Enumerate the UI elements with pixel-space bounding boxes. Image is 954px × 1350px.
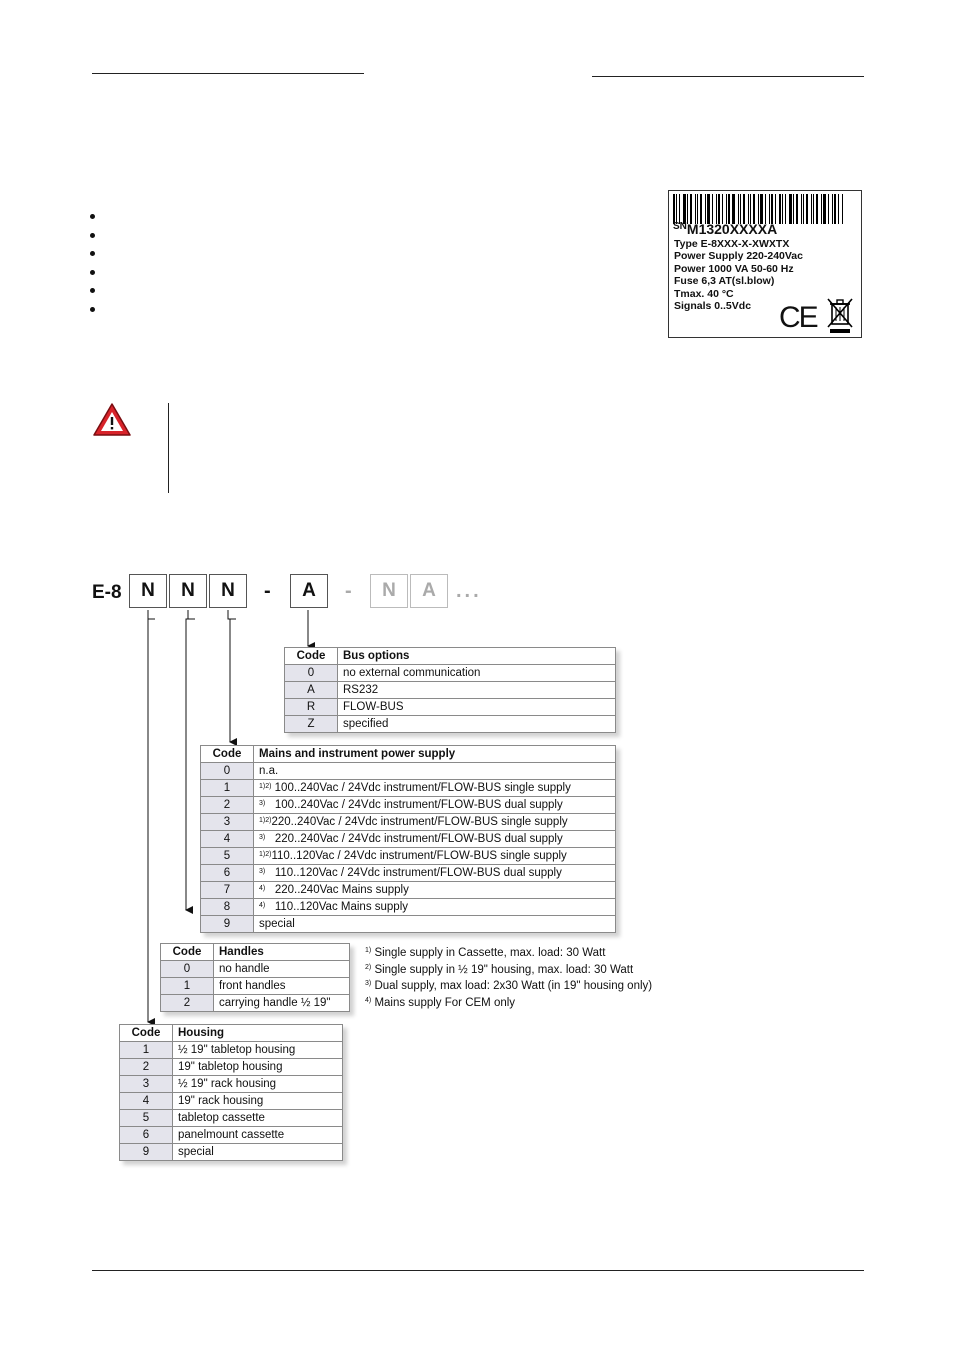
footnote-ref: 1)2) — [259, 816, 272, 824]
footnote-ref: 3) — [259, 833, 266, 841]
footnote — [365, 945, 652, 962]
footnote-text: Single supply in ½ 19" housing, max. load: 30 Watt — [374, 963, 634, 976]
serial-line — [673, 221, 777, 239]
footnote-text: Single supply in Cassette, max. load: 30 Watt — [374, 947, 606, 959]
barcode-bar — [789, 194, 792, 224]
barcode-bar — [811, 194, 812, 224]
desc-cell — [254, 882, 616, 899]
warning-side-bar — [168, 403, 169, 493]
desc-text: 110..120Vac / 24Vdc instrument/FLOW-BUS single supply — [271, 849, 567, 862]
code-cell: 1 — [161, 978, 214, 995]
table-header-row — [285, 648, 616, 665]
desc-cell: FLOW-BUS — [338, 699, 616, 716]
bullet — [90, 288, 95, 293]
table-row — [120, 1093, 343, 1110]
table-row — [161, 995, 350, 1012]
desc-cell: 19" rack housing — [173, 1093, 343, 1110]
code-cell: 0 — [161, 961, 214, 978]
barcode-bar — [673, 194, 675, 224]
column-header-housing: Housing — [173, 1025, 343, 1042]
table-row — [201, 916, 616, 933]
desc-cell: no handle — [214, 961, 350, 978]
desc-cell — [254, 899, 616, 916]
barcode-bar — [740, 194, 741, 224]
code-cell: 7 — [201, 882, 254, 899]
desc-cell — [254, 831, 616, 848]
footnote-mark: 4) — [365, 996, 372, 1004]
barcode-bar — [695, 194, 696, 224]
barcode-bar — [769, 194, 770, 224]
barcode-bar — [771, 194, 773, 224]
code-box-housing: N — [129, 574, 167, 608]
table-row — [120, 1127, 343, 1144]
desc-cell: specified — [338, 716, 616, 733]
desc-cell: ½ 19" rack housing — [173, 1076, 343, 1093]
table-row — [120, 1042, 343, 1059]
footnote-text: Mains supply For CEM only — [374, 996, 516, 1009]
desc-text: 100..240Vac / 24Vdc instrument/FLOW-BUS single supply — [274, 781, 571, 794]
model-code-prefix: E-8 — [92, 582, 122, 603]
footnote-text: Dual supply, max load: 2x30 Watt (in 19" housing only) — [374, 980, 653, 993]
barcode-bar — [753, 194, 755, 224]
bus-options-table — [284, 647, 616, 733]
barcode-bar — [676, 194, 677, 224]
code-dash-grey: - — [345, 580, 352, 602]
footnote-ref: 1)2) — [259, 850, 272, 858]
handles-table — [160, 943, 350, 1012]
table-header-row — [161, 944, 350, 961]
barcode-bar — [743, 194, 745, 224]
table-row — [201, 831, 616, 848]
barcode-bar — [760, 194, 763, 224]
column-header-code: Code — [120, 1025, 173, 1042]
barcode-bar — [700, 194, 702, 224]
code-cell: 6 — [201, 865, 254, 882]
table-row — [285, 716, 616, 733]
barcode-bar — [842, 194, 843, 224]
header-rule-left — [92, 73, 364, 74]
sn-prefix: SN — [673, 221, 687, 232]
ce-mark-icon: CE — [779, 301, 817, 334]
barcode-bar — [718, 194, 720, 224]
table-row — [201, 882, 616, 899]
desc-text: n.a. — [259, 764, 279, 777]
barcode-bar — [779, 194, 781, 224]
desc-cell — [254, 848, 616, 865]
code-cell: R — [285, 699, 338, 716]
code-box-bus: A — [290, 574, 328, 608]
barcode — [673, 194, 849, 224]
footer-rule — [92, 1270, 864, 1271]
desc-text: 110..120Vac / 24Vdc instrument/FLOW-BUS dual supply — [274, 866, 562, 879]
table-row — [285, 665, 616, 682]
desc-text: 110..120Vac Mains supply — [274, 900, 409, 913]
desc-text: 100..240Vac / 24Vdc instrument/FLOW-BUS dual supply — [274, 798, 563, 811]
barcode-bar — [687, 194, 688, 224]
table-row — [120, 1059, 343, 1076]
bullet — [90, 251, 95, 256]
bullet — [90, 270, 95, 275]
desc-cell — [254, 763, 616, 780]
barcode-bar — [834, 194, 836, 224]
table-row — [201, 797, 616, 814]
label-power-supply: Power Supply 220-240Vac — [674, 250, 803, 263]
table-row — [120, 1110, 343, 1127]
table-row — [161, 978, 350, 995]
header-rule-right — [592, 76, 864, 77]
table-header-row — [201, 746, 616, 763]
desc-cell — [254, 797, 616, 814]
footnote-mark: 3) — [365, 980, 372, 988]
desc-text: 220..240Vac / 24Vdc instrument/FLOW-BUS single supply — [271, 815, 568, 828]
table-row — [201, 814, 616, 831]
barcode-bar — [726, 194, 727, 224]
code-box-mains: N — [209, 574, 247, 608]
code-cell: 2 — [201, 797, 254, 814]
desc-cell: carrying handle ½ 19" — [214, 995, 350, 1012]
bullet — [90, 214, 95, 219]
column-header-code: Code — [201, 746, 254, 763]
table-row — [285, 682, 616, 699]
code-cell: 3 — [120, 1076, 173, 1093]
serial-number: M1320XXXXA — [686, 221, 778, 237]
code-ellipsis: ... — [456, 580, 482, 602]
label-power: Power 1000 VA 50-60 Hz — [674, 262, 794, 275]
desc-cell — [254, 865, 616, 882]
desc-cell: special — [173, 1144, 343, 1161]
code-cell: 1 — [120, 1042, 173, 1059]
barcode-bar — [838, 194, 839, 224]
code-cell: 6 — [120, 1127, 173, 1144]
housing-table — [119, 1024, 343, 1161]
table-row — [201, 848, 616, 865]
barcode-bar — [697, 194, 698, 224]
barcode-bar — [806, 194, 808, 224]
column-header-code: Code — [285, 648, 338, 665]
barcode-bar — [796, 194, 798, 224]
barcode-bar — [775, 194, 776, 224]
code-cell: 1 — [201, 780, 254, 797]
table-row — [120, 1076, 343, 1093]
code-cell: 0 — [201, 763, 254, 780]
desc-cell: 19" tabletop housing — [173, 1059, 343, 1076]
column-header-mains: Mains and instrument power supply — [254, 746, 616, 763]
code-cell: 3 — [201, 814, 254, 831]
column-header-bus: Bus options — [338, 648, 616, 665]
desc-cell — [254, 780, 616, 797]
desc-cell: front handles — [214, 978, 350, 995]
barcode-bar — [816, 194, 818, 224]
code-cell: 5 — [120, 1110, 173, 1127]
desc-cell: RS232 — [338, 682, 616, 699]
barcode-bar — [801, 194, 802, 224]
desc-cell — [254, 916, 616, 933]
barcode-bar — [823, 194, 826, 224]
footnote — [365, 962, 652, 979]
footnote-ref: 1)2) — [259, 782, 272, 790]
table-row — [201, 780, 616, 797]
barcode-bar — [679, 194, 680, 224]
table-row — [285, 699, 616, 716]
barcode-bar — [738, 194, 739, 224]
code-cell: 9 — [201, 916, 254, 933]
barcode-bar — [712, 194, 713, 224]
code-dash: - — [264, 580, 271, 602]
desc-cell: panelmount cassette — [173, 1127, 343, 1144]
arrow-housing — [148, 610, 155, 1022]
barcode-bar — [785, 194, 786, 224]
column-header-handles: Handles — [214, 944, 350, 961]
barcode-bar — [707, 194, 710, 224]
code-cell: 8 — [201, 899, 254, 916]
label-tmax: Tmax. 40 °C — [674, 287, 734, 300]
warning-triangle-icon — [92, 402, 132, 438]
weee-bin-icon — [825, 297, 855, 335]
table-row — [201, 865, 616, 882]
code-cell: 0 — [285, 665, 338, 682]
code-cell: Z — [285, 716, 338, 733]
bullet — [90, 307, 95, 312]
barcode-bar — [722, 194, 723, 224]
barcode-bar — [728, 194, 730, 224]
barcode-bar — [832, 194, 833, 224]
table-row — [161, 961, 350, 978]
code-box-grey-a: A — [410, 574, 448, 608]
table-header-row — [120, 1025, 343, 1042]
table-row — [201, 899, 616, 916]
bullet — [90, 233, 95, 238]
code-cell: 9 — [120, 1144, 173, 1161]
barcode-bar — [683, 194, 686, 224]
footnote-mark: 1) — [365, 947, 372, 954]
footnote-ref: 3) — [259, 799, 266, 807]
label-fuse: Fuse 6,3 AT(sl.blow) — [674, 275, 775, 288]
barcode-bar — [748, 194, 749, 224]
table-row — [201, 763, 616, 780]
code-cell: 4 — [120, 1093, 173, 1110]
code-cell: 2 — [161, 995, 214, 1012]
desc-text: 220..240Vac Mains supply — [274, 883, 409, 896]
code-box-handles: N — [169, 574, 207, 608]
arrow-mains — [228, 610, 236, 742]
code-cell: A — [285, 682, 338, 699]
code-box-grey-n: N — [370, 574, 408, 608]
label-signals: Signals 0..5Vdc — [674, 300, 752, 313]
barcode-bar — [750, 194, 751, 224]
barcode-bar — [782, 194, 783, 224]
barcode-bar — [793, 194, 794, 224]
barcode-bar — [690, 194, 692, 224]
barcode-bar — [705, 194, 706, 224]
desc-text: special — [259, 917, 295, 930]
desc-cell: tabletop cassette — [173, 1110, 343, 1127]
barcode-bar — [821, 194, 822, 224]
barcode-bar — [803, 194, 804, 224]
footnote-ref: 4) — [259, 884, 266, 892]
footnotes — [365, 945, 652, 1011]
barcode-bar — [828, 194, 829, 224]
code-cell: 5 — [201, 848, 254, 865]
barcode-bar — [758, 194, 759, 224]
barcode-bar — [716, 194, 717, 224]
label-type: Type E-8XXX-X-XWXTX — [674, 238, 790, 250]
footnote-mark: 2) — [365, 963, 372, 971]
barcode-bar — [813, 194, 814, 224]
nameplate-label — [668, 190, 862, 338]
code-cell: 2 — [120, 1059, 173, 1076]
mains-power-table — [200, 745, 616, 933]
column-header-code: Code — [161, 944, 214, 961]
footnote-ref: 4) — [259, 901, 266, 909]
table-row — [120, 1144, 343, 1161]
footnote — [365, 978, 652, 995]
desc-cell — [254, 814, 616, 831]
footnote-ref: 3) — [259, 867, 266, 875]
code-cell: 4 — [201, 831, 254, 848]
desc-text: 220..240Vac / 24Vdc instrument/FLOW-BUS dual supply — [274, 832, 563, 845]
footnote — [365, 995, 652, 1012]
arrow-handles — [186, 610, 195, 910]
desc-cell: ½ 19" tabletop housing — [173, 1042, 343, 1059]
barcode-bar — [765, 194, 766, 224]
barcode-bar — [732, 194, 735, 224]
desc-cell: no external communication — [338, 665, 616, 682]
